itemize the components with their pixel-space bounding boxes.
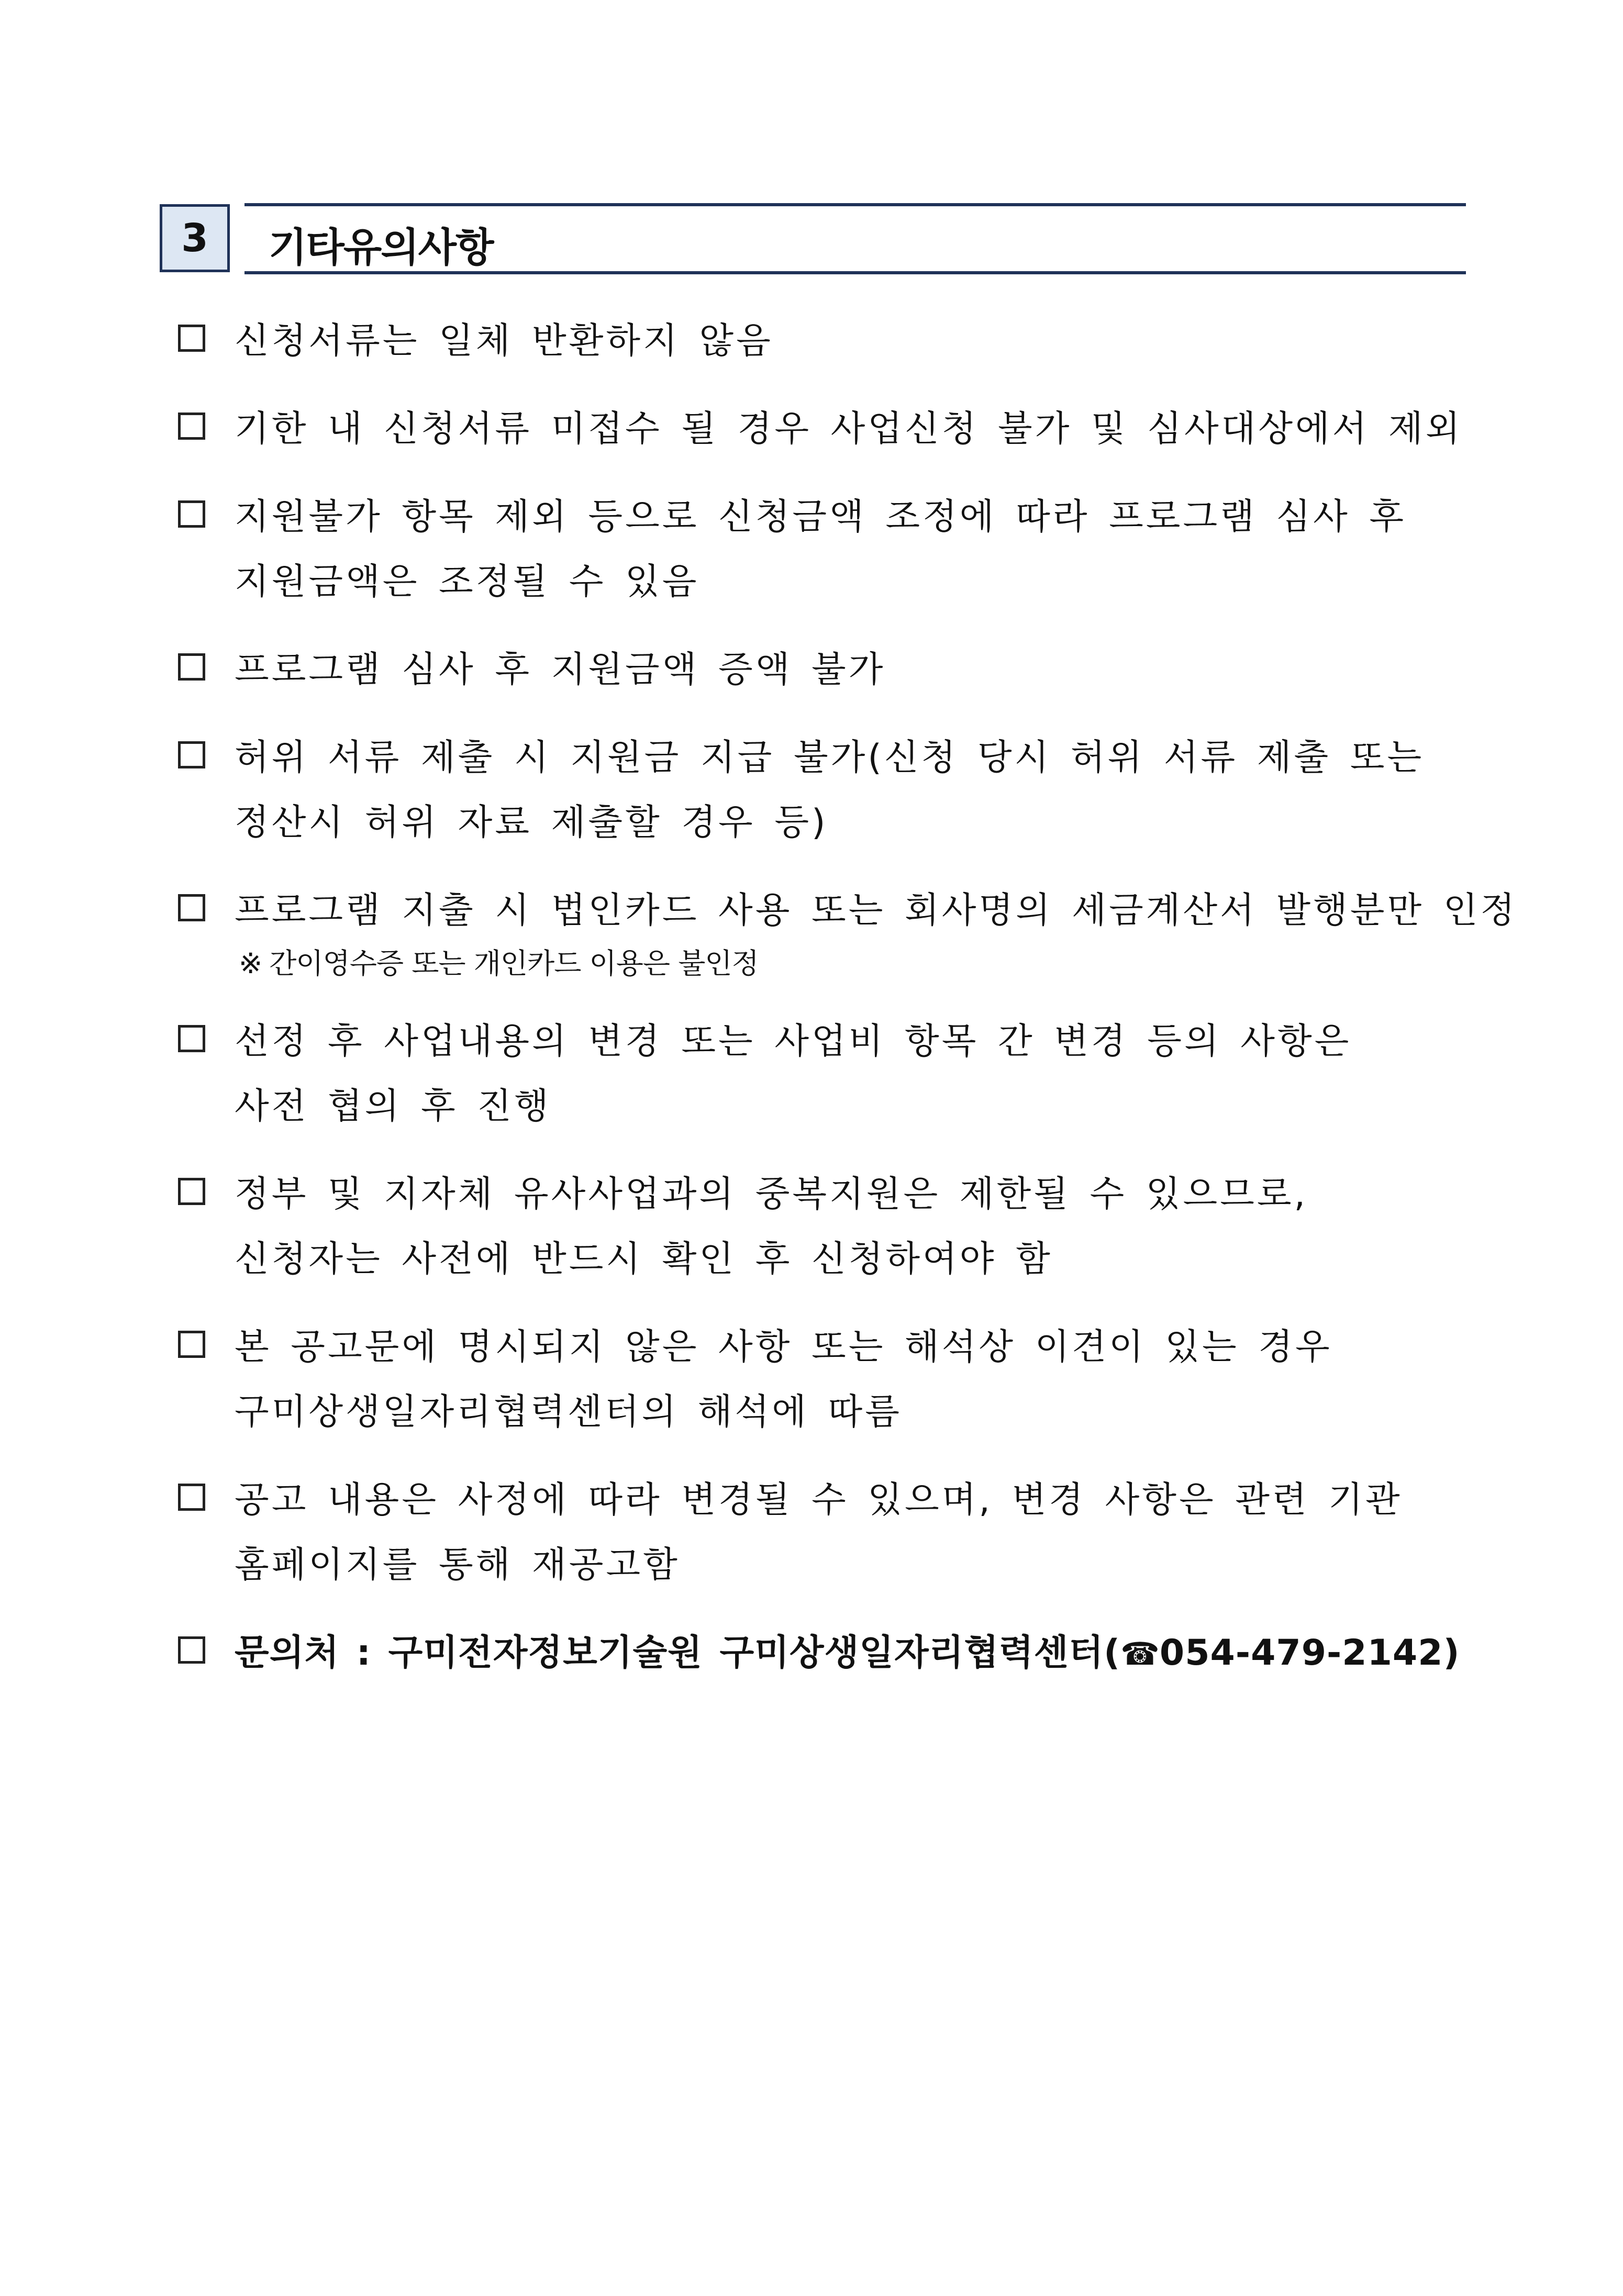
notice-text: 기한 내 신청서류 미접수 될 경우 사업신청 불가 및 심사대상에서 제외 xyxy=(235,408,1463,450)
notice-text: 프로그램 심사 후 지원금액 증액 불가 xyxy=(235,649,886,690)
phone-icon: ☎ xyxy=(1120,1636,1160,1673)
notice-item xyxy=(177,485,1475,615)
section-number: 3 xyxy=(160,204,230,272)
notice-item xyxy=(177,1009,1475,1139)
contact-line xyxy=(235,1621,1475,1687)
notice-item xyxy=(177,1315,1475,1445)
reference-mark-icon: ※ xyxy=(239,947,262,980)
contact-phone[interactable]: 054-479-2142 xyxy=(1159,1632,1443,1674)
phone-close-paren: ) xyxy=(1443,1632,1460,1674)
notice-item xyxy=(177,1468,1475,1598)
checkbox-icon xyxy=(178,741,205,768)
checkbox-icon xyxy=(178,500,205,528)
notice-text-continued: 사전 협의 후 진행 xyxy=(235,1086,551,1127)
notice-item xyxy=(177,397,1475,462)
notice-text: 프로그램 지출 시 법인카드 사용 또는 회사명의 세금계산서 발행분만 인정 xyxy=(235,890,1518,931)
notice-text: 허위 서류 제출 시 지원금 지급 불가(신청 당시 허위 서류 제출 또는 xyxy=(235,737,1425,778)
notice-item xyxy=(177,878,1518,986)
notice-text: 선정 후 사업내용의 변경 또는 사업비 항목 간 변경 등의 사항은 xyxy=(235,1021,1352,1062)
contact-item xyxy=(177,1621,1475,1687)
checkbox-icon xyxy=(178,1178,205,1205)
notice-footnote xyxy=(235,941,1475,986)
notice-text: 지원불가 항목 제외 등으로 신청금액 조정에 따라 프로그램 심사 후 xyxy=(235,496,1407,538)
notice-text: 본 공고문에 명시되지 않은 사항 또는 해석상 이견이 있는 경우 xyxy=(235,1327,1332,1368)
notice-list xyxy=(177,309,1518,1710)
notice-text: 공고 내용은 사정에 따라 변경될 수 있으며, 변경 사항은 관련 기관 xyxy=(235,1479,1403,1521)
notice-text: 신청서류는 일체 반환하지 않음 xyxy=(235,320,773,362)
notice-text: 정부 및 지자체 유사사업과의 중복지원은 제한될 수 있으므로, xyxy=(235,1174,1308,1215)
checkbox-icon xyxy=(178,1484,205,1511)
section-title-bar xyxy=(244,203,1466,274)
notice-text-continued: 지원금액은 조정될 수 있음 xyxy=(235,561,699,603)
checkbox-icon xyxy=(178,653,205,681)
notice-text-continued: 구미상생일자리협력센터의 해석에 따름 xyxy=(235,1391,902,1433)
notice-text-continued: 신청자는 사전에 반드시 확인 후 신청하여야 함 xyxy=(235,1239,1053,1280)
notice-item xyxy=(177,638,1475,703)
checkbox-icon xyxy=(178,325,205,352)
contact-label: 문의처 xyxy=(235,1632,340,1674)
contact-organization: 구미전자정보기술원 구미상생일자리협력센터 xyxy=(388,1632,1104,1674)
section-header xyxy=(160,203,1466,281)
checkbox-icon xyxy=(178,1331,205,1358)
notice-text-continued: 정산시 허위 자료 제출할 경우 등) xyxy=(235,802,828,843)
phone-open-paren: ( xyxy=(1104,1632,1121,1674)
notice-item xyxy=(177,1162,1475,1292)
section-title: 기타유의사항 xyxy=(269,224,493,271)
checkbox-icon xyxy=(178,413,205,440)
notice-item xyxy=(177,726,1475,855)
checkbox-icon xyxy=(178,1636,205,1664)
notice-footnote-text: 간이영수증 또는 개인카드 이용은 불인정 xyxy=(269,947,759,980)
notice-text-continued: 홈페이지를 통해 재공고함 xyxy=(235,1544,680,1586)
checkbox-icon xyxy=(178,1025,205,1052)
checkbox-icon xyxy=(178,894,205,921)
notice-item xyxy=(177,309,1475,374)
contact-separator: : xyxy=(356,1632,371,1674)
